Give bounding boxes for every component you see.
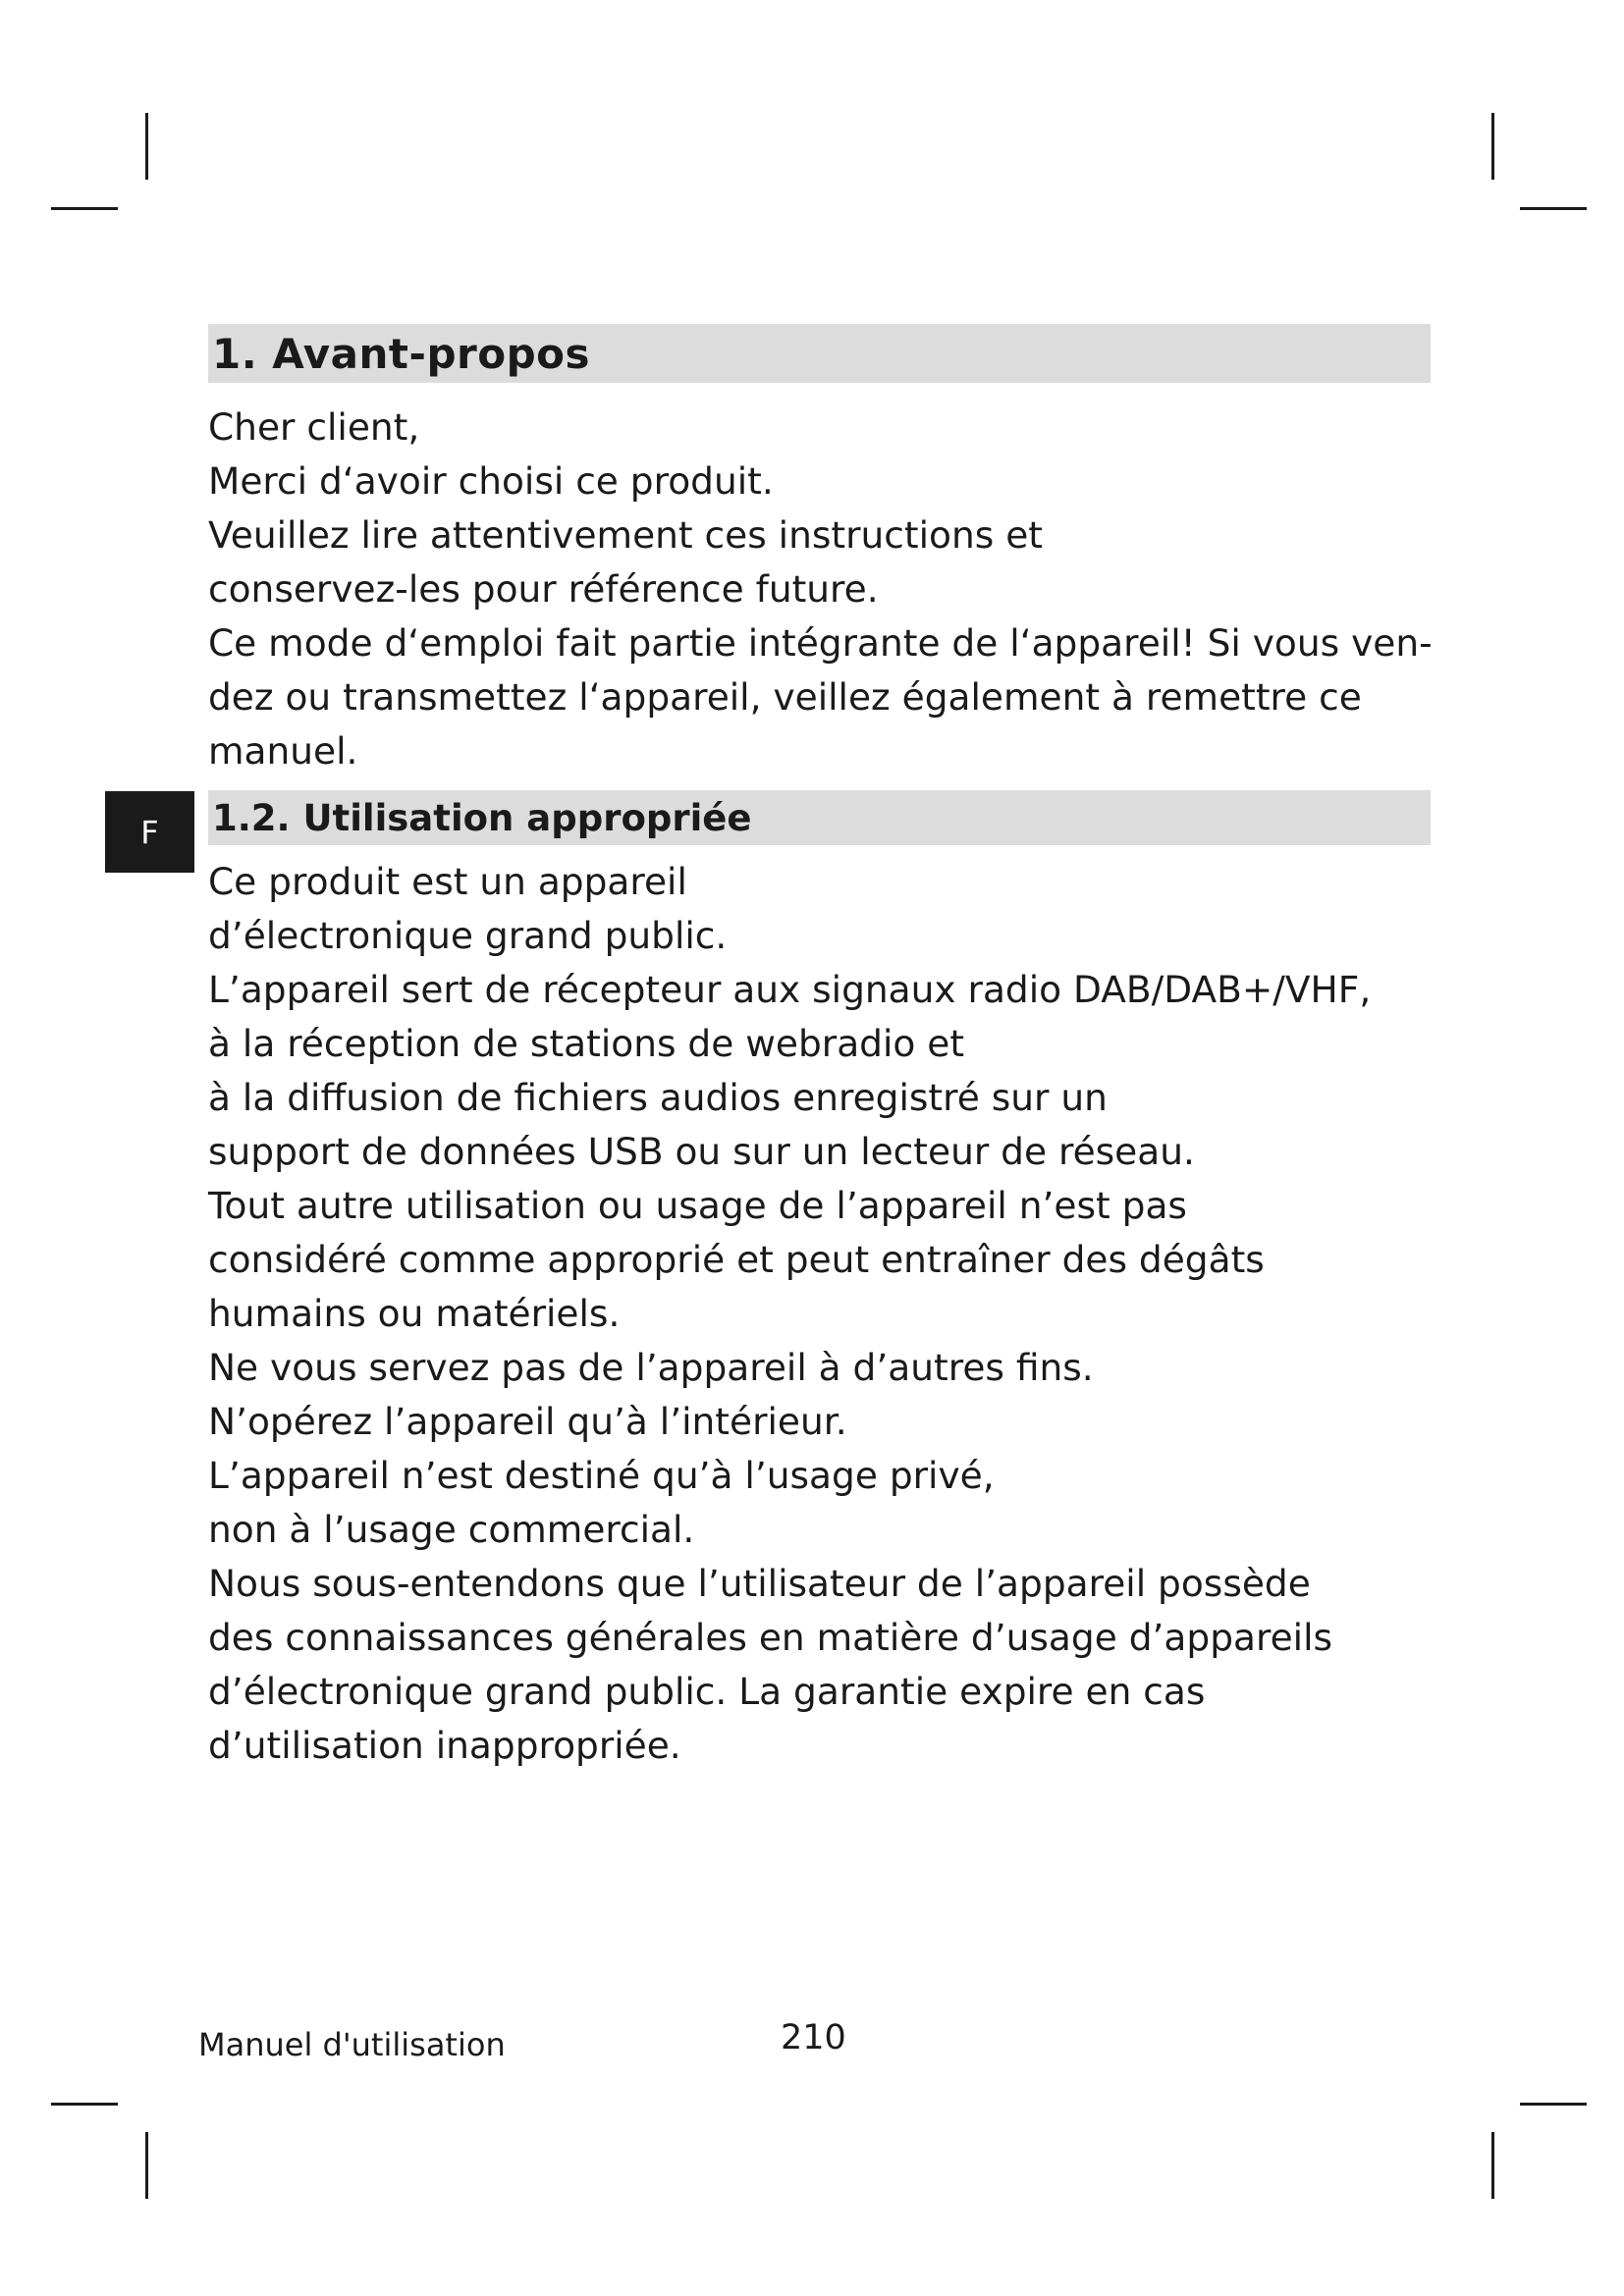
crop-mark-bottom-right-vertical (1491, 2132, 1494, 2199)
text-line: Nous sous-entendons que l’utilisateur de l’appareil possède (208, 1562, 1311, 1605)
language-tab: F (105, 791, 194, 873)
text-line: N’opérez l’appareil qu’à l’intérieur. (208, 1400, 847, 1443)
text-line: des connaissances générales en matière d’usage d’appareils (208, 1616, 1333, 1659)
text-line: Tout autre utilisation ou usage de l’appareil n’est pas (208, 1184, 1187, 1227)
crop-mark-bottom-left-vertical (145, 2132, 148, 2199)
text-line: conservez-les pour référence future. (208, 567, 879, 611)
crop-mark-top-left-horizontal (51, 207, 118, 210)
text-line: support de données USB ou sur un lecteur de réseau. (208, 1130, 1195, 1173)
text-line: considéré comme approprié et peut entraîner des dégâts (208, 1238, 1265, 1281)
text-line: Ce produit est un appareil (208, 860, 687, 903)
text-line: Ce mode d‘emploi fait partie intégrante de l‘appareil! Si vous ven- (208, 621, 1433, 665)
text-line: d’électronique grand public. La garantie expire en cas (208, 1670, 1206, 1713)
page-content (208, 324, 1431, 1773)
text-line: humains ou matériels. (208, 1292, 621, 1335)
foreword-paragraph (208, 400, 1431, 778)
text-line: Ne vous servez pas de l’appareil à d’autres fins. (208, 1346, 1094, 1389)
crop-mark-top-right-vertical (1491, 113, 1494, 180)
text-line: d’utilisation inappropriée. (208, 1724, 681, 1767)
section-heading-intended-use (208, 790, 1431, 845)
text-line: L’appareil sert de récepteur aux signaux radio DAB/DAB+/VHF, (208, 968, 1372, 1011)
text-line: L’appareil n’est destiné qu’à l’usage privé, (208, 1454, 995, 1497)
crop-mark-top-left-vertical (145, 113, 148, 180)
text-line: à la diffusion de fichiers audios enregistré sur un (208, 1076, 1108, 1119)
intended-use-paragraph (208, 855, 1431, 1773)
text-line: dez ou transmettez l‘appareil, veillez également à remettre ce (208, 675, 1362, 719)
text-line: à la réception de stations de webradio et (208, 1022, 965, 1065)
crop-mark-top-right-horizontal (1520, 207, 1587, 210)
text-line: manuel. (208, 729, 358, 773)
footer-manual-title: Manuel d'utilisation (198, 2026, 506, 2063)
section-heading-foreword (208, 324, 1431, 383)
page-number: 210 (781, 2018, 846, 2057)
text-line: d’électronique grand public. (208, 914, 728, 957)
section-heading-text: 1.2. Utilisation appropriée (212, 796, 752, 839)
crop-mark-bottom-left-horizontal (51, 2103, 118, 2106)
text-line: Veuillez lire attentivement ces instructions et (208, 513, 1043, 557)
text-line: Merci d‘avoir choisi ce produit. (208, 459, 774, 503)
crop-mark-bottom-right-horizontal (1520, 2103, 1587, 2106)
section-heading-text: 1. Avant-propos (212, 329, 590, 378)
text-line: non à l’usage commercial. (208, 1508, 695, 1551)
text-line: Cher client, (208, 405, 420, 449)
